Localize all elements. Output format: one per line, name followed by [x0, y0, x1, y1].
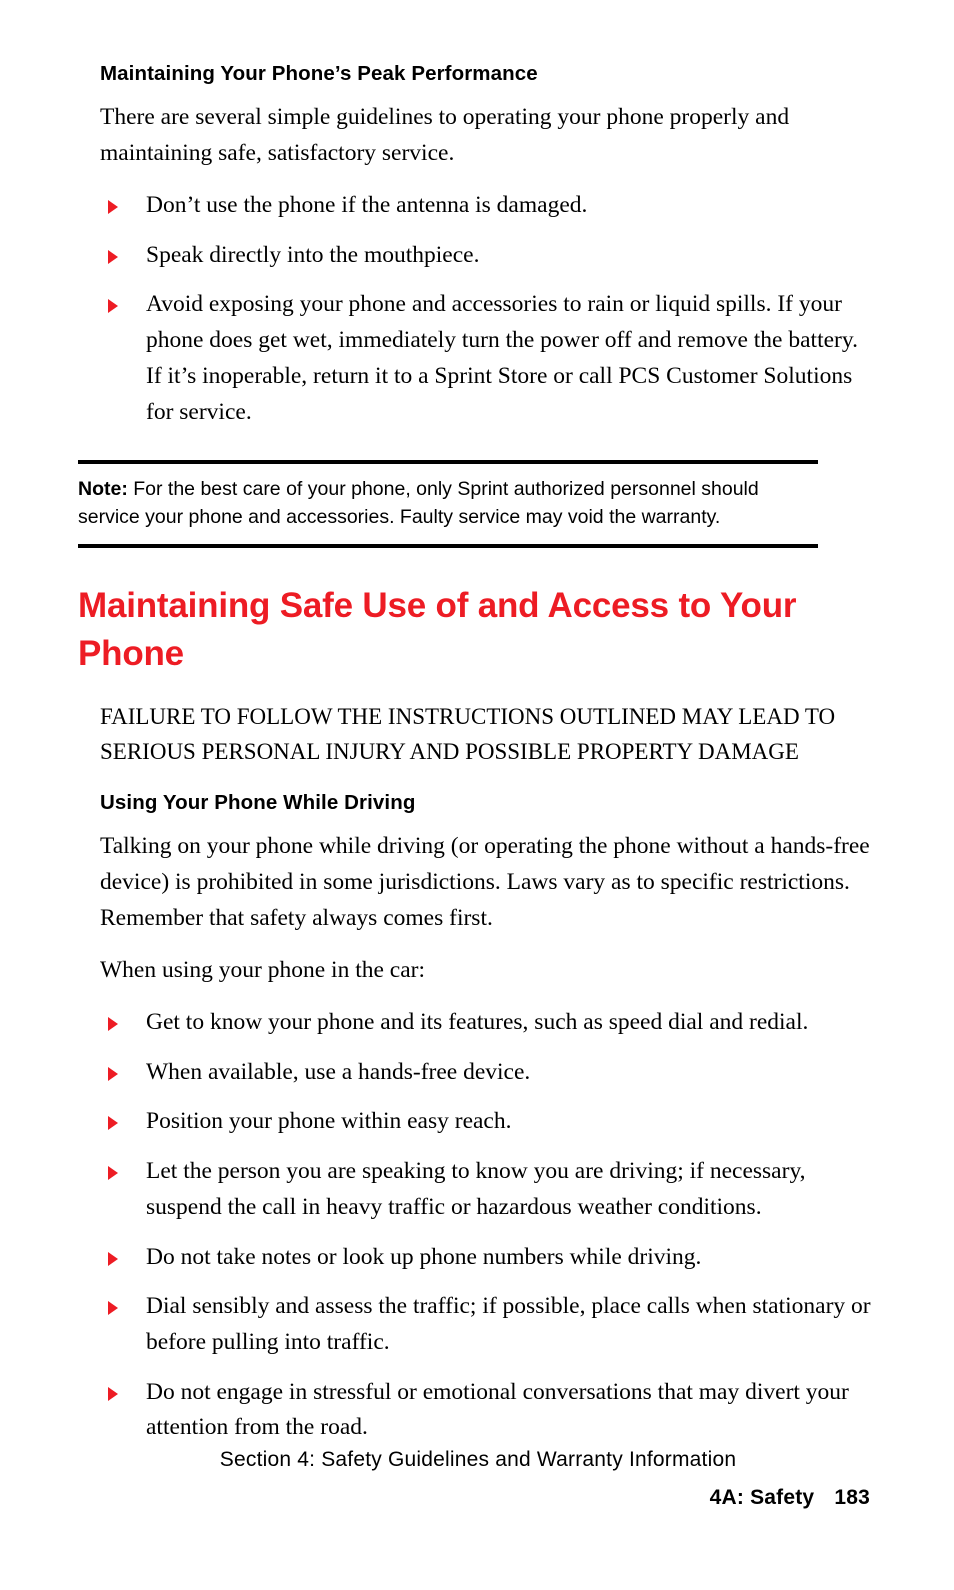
list-item-text: Get to know your phone and its features, such as speed dial and redial.	[146, 1009, 809, 1035]
note-text	[78, 476, 818, 531]
list-item	[78, 1055, 878, 1091]
page-footer	[78, 1448, 878, 1510]
list-item-text: Speak directly into the mouthpiece.	[146, 241, 480, 268]
list-item-text: Position your phone within easy reach.	[146, 1108, 512, 1135]
triangle-bullet-icon	[108, 250, 118, 264]
intro-paragraph: There are several simple guidelines to operating your phone properly and maintaining safe, satisfactory service.	[100, 104, 790, 166]
triangle-bullet-icon	[108, 200, 118, 214]
triangle-bullet-icon	[108, 1017, 118, 1031]
footer-page-number: 183	[834, 1486, 870, 1509]
list-item-text: Do not engage in stressful or emotional conversations that may divert your attention from the road.	[146, 1378, 849, 1441]
page-title: Maintaining Safe Use of and Access to Your Phone	[78, 585, 797, 673]
list-item	[78, 238, 878, 274]
note-label: Note:	[78, 478, 128, 501]
triangle-bullet-icon	[108, 1116, 118, 1130]
triangle-bullet-icon	[108, 299, 118, 313]
list-item-text: When available, use a hands-free device.	[146, 1058, 531, 1085]
page-content	[78, 62, 878, 1460]
bullet-list-driving	[78, 1005, 878, 1446]
section-heading-peak-performance: Maintaining Your Phone’s Peak Performance	[100, 62, 538, 85]
footer-chapter-label: 4A: Safety	[709, 1486, 815, 1509]
list-item-text: Dial sensibly and assess the traffic; if possible, place calls when stationary or before pulling into traffic.	[146, 1293, 871, 1356]
triangle-bullet-icon	[108, 1387, 118, 1401]
note-body: For the best care of your phone, only Sprint authorized personnel should service your phone and accessories. Faulty service may void the warranty.	[78, 478, 759, 528]
footer-page-info	[78, 1486, 878, 1510]
triangle-bullet-icon	[108, 1067, 118, 1081]
list-item	[78, 1104, 878, 1140]
list-item	[78, 1005, 878, 1041]
list-item-text: Don’t use the phone if the antenna is damaged.	[146, 191, 588, 218]
warning-paragraph: FAILURE TO FOLLOW THE INSTRUCTIONS OUTLINED MAY LEAD TO SERIOUS PERSONAL INJURY AND POSSIBLE PROPERTY DAMAGE	[100, 704, 836, 764]
list-item-text: Do not take notes or look up phone numbers while driving.	[146, 1243, 702, 1270]
list-item	[78, 1375, 878, 1446]
driving-paragraph: Talking on your phone while driving (or operating the phone without a hands-free device) is prohibited in some jurisdictions. Laws vary as to specific restrictions. Remember that safety always comes first.	[100, 833, 870, 932]
footer-section-line: Section 4: Safety Guidelines and Warranty Information	[219, 1448, 737, 1471]
triangle-bullet-icon	[108, 1252, 118, 1266]
list-item	[78, 1289, 878, 1360]
list-item	[78, 1240, 878, 1276]
list-item	[78, 287, 878, 430]
list-item	[78, 1154, 878, 1225]
list-item-text: Let the person you are speaking to know you are driving; if necessary, suspend the call in heavy traffic or hazardous weather conditions.	[146, 1158, 806, 1220]
section-heading-driving: Using Your Phone While Driving	[100, 791, 416, 815]
note-box	[78, 460, 818, 547]
list-item	[78, 188, 878, 224]
list-item-text: Avoid exposing your phone and accessories to rain or liquid spills. If your phone does get wet, immediately turn the power off and remove the battery. If it’s inoperable, return it to a Sprint Store or call PCS Customer Solutions for service.	[146, 291, 858, 425]
triangle-bullet-icon	[108, 1301, 118, 1315]
bullet-list-phone-care	[78, 188, 878, 430]
triangle-bullet-icon	[108, 1166, 118, 1180]
driving-lead-in: When using your phone in the car:	[100, 957, 425, 984]
